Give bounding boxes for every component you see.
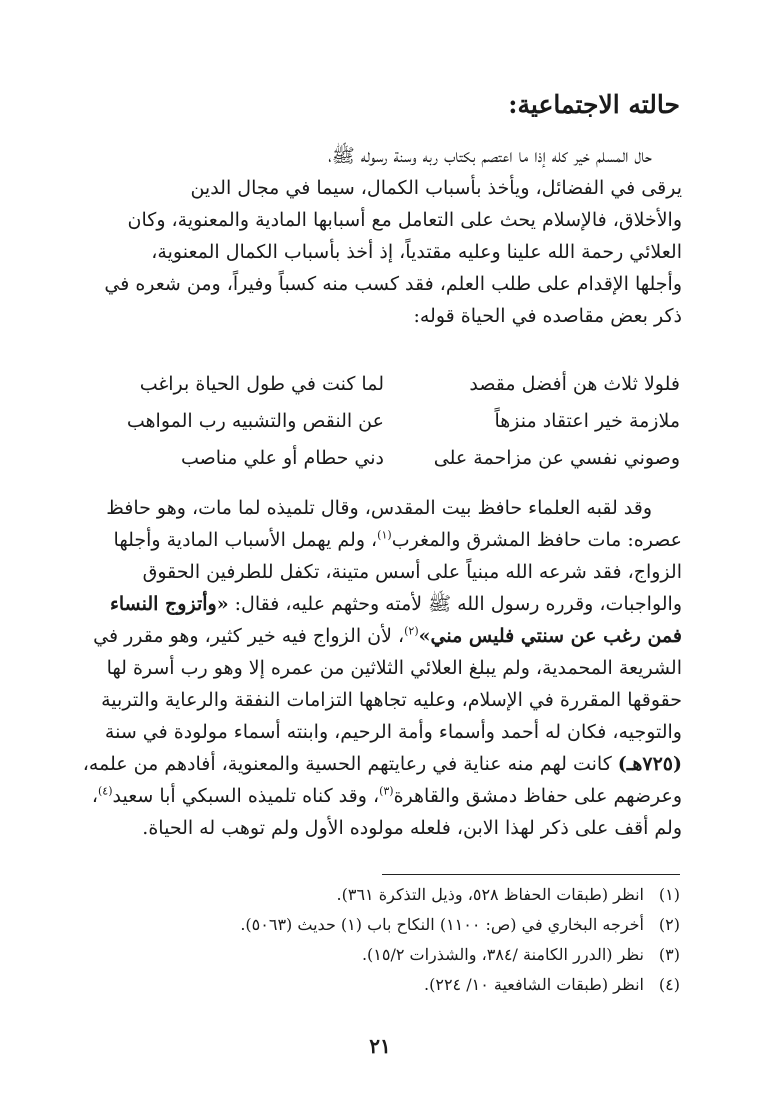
footnote-text: انظر (طبقات الشافعية ١٠/ ٢٢٤). (424, 975, 644, 994)
paragraph-social-status (96, 140, 682, 332)
text-run: ، ولم يهمل الأسباب المادية وأجلها (113, 529, 378, 551)
footnote-number: (٤) (658, 975, 680, 994)
footnote (150, 940, 680, 970)
hadith-quote: «وأتزوج النساء (109, 593, 229, 615)
paragraph-marriage (82, 492, 682, 844)
footnote-text: انظر (طبقات الحفاظ ٥٢٨، وذيل التذكرة ٣٦١). (336, 885, 644, 904)
poem-first-hemistich: وصوني نفسي عن مزاحمة على (433, 447, 680, 469)
text-line (82, 748, 682, 780)
section-heading: حالته الاجتماعية: (508, 90, 680, 119)
page-number: ٢١ (369, 1034, 391, 1058)
year-label: (٧٢٥هـ) (617, 753, 682, 775)
text-line: والتوجيه، فكان له أحمد وأسماء وأمة الرحيم، وابنته أسماء مولودة في سنة (104, 721, 682, 743)
footnote-ref: (١) (377, 528, 392, 542)
text-line: وقد لقبه العلماء حافظ بيت المقدس، وقال تلميذه لما مات، وهو حافظ (106, 497, 652, 519)
text-line (91, 780, 682, 812)
footnote (150, 970, 680, 1000)
text-line (96, 588, 682, 620)
poem (94, 366, 680, 477)
footnote-ref: (٢) (404, 624, 419, 638)
text-line: العلائي رحمة الله علينا وعليه مقتدياً، إذ أخذ بأسباب الكمال المعنوية، (151, 241, 682, 263)
text-line: يرقى في الفضائل، ويأخذ بأسباب الكمال، سيما في مجال الدين (190, 177, 682, 199)
footnotes (150, 880, 680, 1000)
text-line: ذكر بعض مقاصده في الحياة قوله: (413, 305, 682, 327)
footnote (150, 880, 680, 910)
footnote-ref: (٣) (379, 784, 394, 798)
footnote-text: نظر (الدرر الكامنة /٣٨٤، والشذرات ١٥/٢). (361, 945, 644, 964)
text-line: حقوقها المقررة في الإسلام، وعليه تجاهها التزامات النفقة والرعاية والتربية (101, 689, 682, 711)
text-run: وعرضهم على حفاظ دمشق والقاهرة (393, 785, 682, 807)
footnote-divider (382, 874, 680, 875)
text-run: عصره: مات حافظ المشرق والمغرب (391, 529, 682, 551)
poem-first-hemistich: فلولا ثلاث هن أفضل مقصد (469, 373, 680, 395)
poem-second-hemistich: دني حطام أو علي مناصب (180, 447, 384, 469)
hadith-quote: فمن رغب عن سنتي فليس مني» (418, 625, 682, 647)
footnote-number: (٣) (658, 945, 680, 964)
text-line: ولم أقف على ذكر لهذا الابن، فلعله مولوده الأول ولم توهب له الحياة. (142, 817, 682, 839)
poem-verse (94, 366, 680, 403)
poem-first-hemistich: ملازمة خير اعتقاد منزهاً (494, 410, 680, 432)
text-line (96, 524, 682, 556)
poem-second-hemistich: لما كنت في طول الحياة براغب (139, 373, 384, 395)
footnote-number: (١) (658, 885, 680, 904)
text-line (93, 620, 682, 652)
text-line: وأجلها الإقدام على طلب العلم، فقد كسب منه كسباً وفيراً، ومن شعره في (104, 273, 682, 295)
text-run: والواجبات، وقرره رسول الله ﷺ لأمته وحثهم عليه، فقال: (228, 593, 682, 615)
text-run: ، وقد كناه تلميذه السبكي أبا سعيد (112, 785, 380, 807)
text-run: كانت لهم منه عناية في رعايتهم الحسية والمعنوية، أفادهم من علمه، (82, 753, 618, 775)
footnote-number: (٢) (658, 915, 680, 934)
poem-second-hemistich: عن النقص والتشبيه رب المواهب (126, 410, 384, 432)
footnote-ref: (٤) (97, 784, 113, 798)
footnote-text: أخرجه البخاري في (ص: ١١٠٠) النكاح باب (١) حديث (٥٠٦٣). (240, 915, 644, 934)
text-run: ، (91, 785, 98, 807)
footnote (150, 910, 680, 940)
text-run: ، لأن الزواج فيه خير كثير، وهو مقرر في (93, 625, 405, 647)
poem-verse (94, 403, 680, 440)
poem-verse (94, 440, 680, 477)
text-line: حال المسلم خير كله إذا ما اعتصم بكتاب ربه وسنة رسوله ﷺ، (328, 145, 652, 167)
text-line: الزواج، فقد شرعه الله مبنياً على أسس متينة، تكفل للطرفين الحقوق (142, 561, 682, 583)
text-line: والأخلاق، فالإسلام يحث على التعامل مع أسبابها المادية والمعنوية، وكان (127, 209, 682, 231)
text-line: الشريعة المحمدية، ولم يبلغ العلائي الثلاثين من عمره إلا وهو رب أسرة لها (106, 657, 682, 679)
